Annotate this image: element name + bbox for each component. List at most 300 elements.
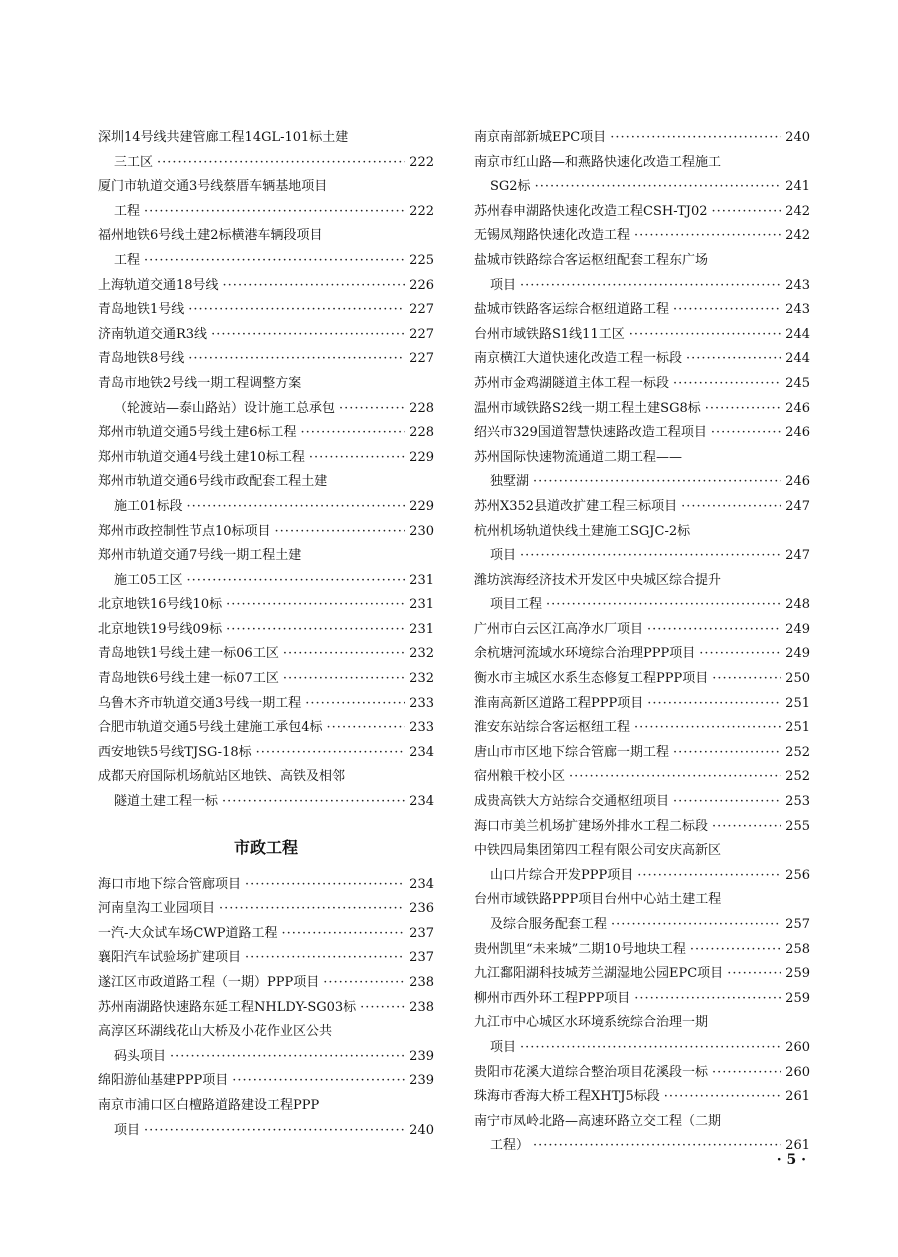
toc-entry	[98, 642, 434, 667]
toc-entry-title: 杭州机场轨道快线土建施工SGJC-2标	[474, 523, 691, 539]
toc-entry	[98, 971, 434, 996]
toc-entry-title: 潍坊滨海经济技术开发区中央城区综合提升	[474, 572, 722, 588]
toc-entry-line	[98, 667, 434, 692]
toc-entry-line	[474, 126, 810, 151]
toc-entry-page: 234	[409, 876, 434, 892]
toc-list-rail	[98, 126, 434, 815]
toc-entry-title: 贵阳市花溪大道综合整治项目花溪段一标	[474, 1064, 709, 1080]
toc-entry-line	[474, 298, 810, 323]
toc-entry-title: 隧道土建工程一标	[114, 794, 219, 810]
toc-entry-page: 260	[785, 1039, 810, 1055]
toc-entry-line	[474, 790, 810, 815]
toc-entry-page: 250	[785, 671, 810, 687]
dot-leader	[634, 987, 781, 1012]
toc-entry-line	[474, 716, 810, 741]
toc-entry-title: 盐城市铁路综合客运枢纽配套工程东广场	[474, 252, 709, 268]
toc-entry-line	[98, 421, 434, 446]
toc-entry-title: 郑州市轨道交通7号线一期工程土建	[98, 548, 302, 564]
toc-entry-title: 温州市域铁路S2线一期工程土建SG8标	[474, 400, 701, 416]
dot-leader	[686, 347, 781, 372]
dot-leader	[533, 470, 781, 495]
toc-entry	[474, 249, 810, 298]
toc-entry-page: 244	[785, 326, 810, 342]
toc-entry-line	[98, 692, 434, 717]
toc-entry-page: 240	[785, 130, 810, 145]
toc-entry-title: 九江鄱阳湖科技城芳兰湖湿地公园EPC项目	[474, 966, 724, 982]
toc-entry-line	[474, 151, 810, 176]
toc-entry-line	[98, 298, 434, 323]
toc-entry-page: 239	[409, 1073, 434, 1089]
toc-entry-line	[474, 864, 810, 889]
toc-left-column	[98, 126, 434, 1143]
toc-entry-page: 226	[409, 277, 434, 293]
toc-entry-title: 南京横江大道快速化改造工程一标段	[474, 351, 683, 367]
toc-entry-page: 236	[409, 901, 434, 917]
dot-leader	[339, 397, 405, 422]
toc-entry-title: 郑州市轨道交通4号线土建10标工程	[98, 449, 305, 465]
toc-entry	[98, 544, 434, 593]
toc-entry-page: 240	[409, 1122, 434, 1138]
dot-leader	[305, 692, 405, 717]
toc-entry-page: 259	[785, 990, 810, 1006]
toc-entry-page: 225	[409, 252, 434, 268]
toc-entry	[474, 618, 810, 643]
toc-entry	[474, 495, 810, 520]
toc-entry-page: 244	[785, 351, 810, 367]
toc-entry	[98, 667, 434, 692]
toc-entry-line	[474, 987, 810, 1012]
toc-entry	[474, 790, 810, 815]
toc-entry-line	[474, 642, 810, 667]
toc-entry-title: （轮渡站—泰山路站）设计施工总承包	[114, 400, 336, 416]
toc-entry-line	[474, 495, 810, 520]
toc-entry	[474, 421, 810, 446]
dot-leader	[301, 421, 406, 446]
toc-entry-line	[98, 520, 434, 545]
toc-entry-page: 229	[409, 449, 434, 465]
dot-leader	[611, 913, 781, 938]
toc-entry-page: 241	[785, 179, 810, 195]
toc-entry-page: 231	[409, 621, 434, 637]
toc-entry-title: 及综合服务配套工程	[490, 917, 608, 932]
toc-entry-page: 249	[785, 646, 810, 662]
toc-entry-page: 252	[785, 769, 810, 785]
toc-entry-title: 工程	[114, 203, 141, 219]
toc-entry	[98, 946, 434, 971]
toc-entry-title: 遂江区市政道路工程（一期）PPP项目	[98, 975, 320, 990]
toc-entry-title: 台州市域铁路S1线11工区	[474, 326, 625, 342]
toc-entry-title: 北京地铁19号线09标	[98, 621, 223, 637]
toc-entry	[474, 126, 810, 151]
dot-leader	[188, 298, 405, 323]
toc-entry-line	[98, 971, 434, 996]
toc-entry-page: 242	[785, 203, 810, 219]
toc-entry	[474, 323, 810, 348]
toc-entry	[474, 569, 810, 618]
toc-entry	[98, 593, 434, 618]
toc-entry	[474, 520, 810, 569]
toc-entry-title: 珠海市香海大桥工程XHTJ5标段	[474, 1089, 660, 1105]
toc-entry-title: 贵州凯里“未来城”二期10号地块工程	[474, 941, 686, 957]
toc-list-municipal	[98, 873, 434, 1144]
toc-entry-page: 242	[785, 228, 810, 244]
toc-entry	[474, 839, 810, 888]
dot-leader	[170, 1045, 405, 1070]
dot-leader	[281, 922, 405, 947]
toc-entry-line	[98, 593, 434, 618]
dot-leader	[533, 1134, 781, 1159]
toc-entry-line	[474, 224, 810, 249]
toc-entry-title: 唐山市市区地下综合管廊一期工程	[474, 744, 670, 760]
dot-leader	[323, 971, 405, 996]
toc-entry-page: 249	[785, 621, 810, 637]
toc-entry	[98, 274, 434, 299]
toc-entry-title: 淮安东站综合客运枢纽工程	[474, 720, 631, 736]
toc-entry-line	[474, 913, 810, 938]
toc-entry	[474, 716, 810, 741]
toc-entry-title: 项目工程	[490, 597, 543, 613]
toc-entry-title: 青岛市地铁2号线一期工程调整方案	[98, 375, 302, 391]
toc-entry	[98, 1094, 434, 1143]
toc-entry-line	[474, 274, 810, 299]
toc-entry-title: 台州市域铁路PPP项目台州中心站土建工程	[474, 892, 722, 908]
toc-entry-line	[98, 323, 434, 348]
toc-entry-page: 252	[785, 744, 810, 760]
dot-leader	[211, 323, 405, 348]
toc-entry-line	[98, 1094, 434, 1119]
toc-entry-line	[474, 618, 810, 643]
toc-entry-page: 260	[785, 1064, 810, 1080]
toc-entry-page: 232	[409, 646, 434, 662]
dot-leader	[535, 175, 782, 200]
toc-entry-line	[474, 200, 810, 225]
toc-entry-title: 厦门市轨道交通3号线蔡厝车辆基地项目	[98, 179, 328, 195]
dot-leader	[283, 642, 405, 667]
toc-entry-title: 项目	[114, 1122, 141, 1138]
toc-entry-title: 绵阳游仙基建PPP项目	[98, 1073, 229, 1089]
toc-entry-line	[474, 323, 810, 348]
toc-entry-title: 苏州国际快速物流通道二期工程——	[474, 449, 683, 465]
toc-entry-line	[474, 470, 810, 495]
toc-entry-line	[474, 397, 810, 422]
dot-leader	[360, 996, 405, 1021]
toc-entry-page: 234	[409, 744, 434, 760]
toc-entry-line	[474, 1110, 810, 1135]
toc-entry	[98, 1069, 434, 1094]
toc-entry-title: 上海轨道交通18号线	[98, 277, 219, 293]
toc-entry-page: 257	[785, 917, 810, 932]
toc-entry-line	[474, 962, 810, 987]
toc-entry-line	[98, 372, 434, 397]
toc-entry	[474, 741, 810, 766]
toc-entry-line	[474, 839, 810, 864]
dot-leader	[699, 642, 781, 667]
dot-leader	[226, 593, 405, 618]
toc-entry-page: 258	[785, 941, 810, 957]
toc-entry	[474, 1085, 810, 1110]
toc-entry	[474, 446, 810, 495]
toc-entry-title: 项目	[490, 277, 517, 293]
toc-entry-line	[98, 765, 434, 790]
toc-entry	[474, 667, 810, 692]
toc-entry-title: 河南皇沟工业园项目	[98, 901, 216, 917]
dot-leader	[673, 790, 781, 815]
dot-leader	[647, 618, 781, 643]
toc-entry-page: 227	[409, 351, 434, 367]
toc-entry	[474, 1061, 810, 1086]
toc-entry-line	[98, 175, 434, 200]
page-number: · 5 ·	[776, 1152, 806, 1168]
toc-entry-title: 独墅湖	[490, 474, 530, 490]
toc-entry	[98, 470, 434, 519]
toc-entry-page: 246	[785, 400, 810, 416]
toc-entry-title: 盐城市铁路客运综合枢纽道路工程	[474, 302, 670, 318]
toc-entry-page: 222	[409, 203, 434, 219]
dot-leader	[223, 274, 406, 299]
toc-entry-line	[474, 888, 810, 913]
dot-leader	[187, 495, 406, 520]
toc-entry	[98, 897, 434, 922]
toc-entry-title: 乌鲁木齐市轨道交通3号线一期工程	[98, 695, 302, 711]
toc-entry-page: 255	[785, 818, 810, 834]
toc-entry-page: 222	[409, 154, 434, 170]
toc-entry	[474, 692, 810, 717]
toc-entry-title: 郑州市轨道交通6号线市政配套工程土建	[98, 474, 328, 490]
toc-entry-page: 238	[409, 975, 434, 990]
toc-entry-page: 227	[409, 326, 434, 342]
toc-entry-page: 243	[785, 277, 810, 293]
toc-entry-title: 无锡凤翔路快速化改造工程	[474, 228, 631, 244]
toc-entry-title: 南京南部新城EPC项目	[474, 130, 607, 145]
toc-entry-title: 施工05工区	[114, 572, 183, 588]
toc-entry-page: 227	[409, 302, 434, 318]
toc-entry-title: 三工区	[114, 154, 154, 170]
toc-entry	[98, 126, 434, 175]
toc-entry-title: 苏州市金鸡湖隧道主体工程一标段	[474, 375, 670, 391]
dot-leader	[245, 873, 405, 898]
toc-entry	[474, 642, 810, 667]
toc-entry-title: 北京地铁16号线10标	[98, 597, 223, 613]
dot-leader	[712, 1061, 781, 1086]
toc-entry-line	[98, 618, 434, 643]
dot-leader	[144, 1119, 405, 1144]
toc-entry-title: 南宁市凤岭北路—高速环路立交工程（二期	[474, 1113, 722, 1129]
toc-entry	[98, 175, 434, 224]
toc-entry-title: 宿州粮干校小区	[474, 769, 566, 785]
toc-entry-line	[98, 716, 434, 741]
toc-entry-line	[98, 397, 434, 422]
toc-entry-line	[98, 249, 434, 274]
toc-entry-title: 郑州市轨道交通5号线土建6标工程	[98, 425, 297, 441]
toc-entry-title: 青岛地铁1号线土建一标06工区	[98, 646, 279, 662]
toc-entry-line	[98, 151, 434, 176]
toc-entry-line	[98, 1119, 434, 1144]
toc-entry-page: 261	[785, 1138, 810, 1154]
toc-entry-title: 南京市红山路—和燕路快速化改造工程施工	[474, 154, 722, 170]
toc-entry	[474, 200, 810, 225]
toc-entry-line	[474, 692, 810, 717]
toc-entry	[474, 372, 810, 397]
toc-entry-page: 238	[409, 999, 434, 1015]
dot-leader	[712, 200, 782, 225]
toc-entry	[98, 372, 434, 421]
toc-entry-title: 九江市中心城区水环境系统综合治理一期	[474, 1015, 709, 1031]
toc-entry-page: 234	[409, 794, 434, 810]
toc-entry-page: 237	[409, 925, 434, 941]
dot-leader	[705, 397, 781, 422]
dot-leader	[610, 126, 781, 151]
dot-leader	[673, 298, 781, 323]
toc-entry-title: 青岛地铁1号线	[98, 302, 185, 318]
dot-leader	[275, 520, 406, 545]
toc-entry-page: 237	[409, 950, 434, 966]
toc-entry-line	[474, 1036, 810, 1061]
toc-entry-line	[98, 446, 434, 471]
toc-entry-page: 228	[409, 425, 434, 441]
toc-entry-title: 苏州春申湖路快速化改造工程CSH-TJ02	[474, 203, 708, 219]
toc-entry-page: 239	[409, 1048, 434, 1064]
toc-entry-title: 青岛地铁8号线	[98, 351, 185, 367]
dot-leader	[546, 593, 781, 618]
toc-entry-title: 青岛地铁6号线土建一标07工区	[98, 671, 279, 687]
toc-entry-title: 海口市美兰机场扩建场外排水工程二标段	[474, 818, 709, 834]
toc-entry-title: 合肥市轨道交通5号线土建施工承包4标	[98, 720, 323, 736]
toc-entry-title: 项目	[490, 548, 517, 564]
toc-entry-line	[98, 1069, 434, 1094]
dot-leader	[681, 495, 781, 520]
toc-entry	[474, 938, 810, 963]
dot-leader	[309, 446, 405, 471]
toc-entry	[98, 446, 434, 471]
toc-entry-title: 西安地铁5号线TJSG-18标	[98, 744, 252, 760]
toc-entry-page: 229	[409, 498, 434, 514]
toc-entry-page: 251	[785, 720, 810, 736]
toc-entry-line	[474, 1011, 810, 1036]
dot-leader	[634, 224, 781, 249]
toc-entry-line	[474, 446, 810, 471]
toc-entry-title: 襄阳汽车试验场扩建项目	[98, 950, 242, 966]
dot-leader	[222, 790, 405, 815]
toc-list-municipal-cont	[474, 126, 810, 1159]
toc-entry-line	[474, 815, 810, 840]
toc-entry-title: 施工01标段	[114, 498, 183, 514]
toc-entry-line	[98, 897, 434, 922]
dot-leader	[634, 716, 781, 741]
toc-entry-page: 233	[409, 695, 434, 711]
toc-entry-line	[98, 569, 434, 594]
toc-entry-line	[474, 569, 810, 594]
toc-entry-page: 230	[409, 523, 434, 539]
dot-leader	[188, 347, 405, 372]
dot-leader	[712, 815, 781, 840]
toc-entry	[474, 397, 810, 422]
toc-entry	[98, 692, 434, 717]
toc-entry-title: 深圳14号线共建管廊工程14GL-101标土建	[98, 130, 349, 145]
dot-leader	[520, 274, 781, 299]
dot-leader	[256, 741, 406, 766]
toc-entry-line	[98, 1020, 434, 1045]
toc-entry-line	[98, 274, 434, 299]
toc-entry-page: 251	[785, 695, 810, 711]
toc-entry	[474, 987, 810, 1012]
dot-leader	[232, 1069, 405, 1094]
toc-entry	[98, 741, 434, 766]
dot-leader	[187, 569, 406, 594]
section-title-municipal: 市政工程	[233, 837, 298, 857]
dot-leader	[637, 864, 781, 889]
toc-entry-title: 成都天府国际机场航站区地铁、高铁及相邻	[98, 769, 346, 785]
dot-leader	[245, 946, 405, 971]
toc-entry-line	[98, 741, 434, 766]
dot-leader	[219, 897, 405, 922]
toc-entry-title: 余杭塘河流域水环境综合治理PPP项目	[474, 646, 696, 662]
toc-entry	[474, 888, 810, 937]
toc-entry-title: 济南轨道交通R3线	[98, 326, 208, 342]
dot-leader	[569, 765, 781, 790]
toc-entry-line	[474, 765, 810, 790]
toc-entry-line	[98, 922, 434, 947]
toc-entry-title: 中铁四局集团第四工程有限公司安庆高新区	[474, 843, 722, 859]
dot-leader	[226, 618, 405, 643]
toc-entry-line	[98, 946, 434, 971]
toc-entry-title: 海口市地下综合管廊项目	[98, 876, 242, 892]
toc-entry-title: 淮南高新区道路工程PPP项目	[474, 695, 644, 711]
toc-entry-line	[98, 544, 434, 569]
toc-entry-page: 231	[409, 597, 434, 613]
toc-entry-title: 绍兴市329国道智慧快速路改造工程项目	[474, 425, 707, 441]
toc-entry-line	[98, 495, 434, 520]
toc-entry-line	[474, 593, 810, 618]
toc-entry-title: 苏州X352县道改扩建工程三标项目	[474, 498, 678, 514]
toc-entry-line	[474, 175, 810, 200]
toc-entry	[474, 815, 810, 840]
toc-entry-page: 259	[785, 966, 810, 982]
toc-entry-line	[98, 224, 434, 249]
toc-entry-line	[474, 938, 810, 963]
dot-leader	[144, 249, 405, 274]
dot-leader	[283, 667, 405, 692]
toc-entry	[98, 716, 434, 741]
dot-leader	[727, 962, 781, 987]
toc-entry-line	[474, 1134, 810, 1159]
dot-leader	[157, 151, 405, 176]
toc-entry-line	[98, 642, 434, 667]
toc-entry	[98, 347, 434, 372]
toc-entry	[98, 323, 434, 348]
dot-leader	[520, 544, 781, 569]
toc-entry	[98, 224, 434, 273]
toc-entry-title: 广州市白云区江高净水厂项目	[474, 621, 644, 637]
dot-leader	[673, 741, 781, 766]
toc-entry-title: 苏州南湖路快速路东延工程NHLDY-SG03标	[98, 999, 357, 1015]
toc-entry-line	[474, 667, 810, 692]
toc-entry-page: 247	[785, 498, 810, 514]
toc-entry	[98, 421, 434, 446]
dot-leader	[629, 323, 781, 348]
dot-leader	[690, 938, 781, 963]
toc-entry-line	[474, 741, 810, 766]
dot-leader	[711, 421, 781, 446]
toc-entry	[98, 922, 434, 947]
toc-entry-title: 项目	[490, 1039, 517, 1055]
dot-leader	[144, 200, 405, 225]
toc-entry-line	[98, 1045, 434, 1070]
toc-entry-title: 工程	[114, 252, 141, 268]
toc-entry	[474, 224, 810, 249]
toc-entry-line	[474, 421, 810, 446]
dot-leader	[520, 1036, 781, 1061]
toc-entry-line	[98, 470, 434, 495]
